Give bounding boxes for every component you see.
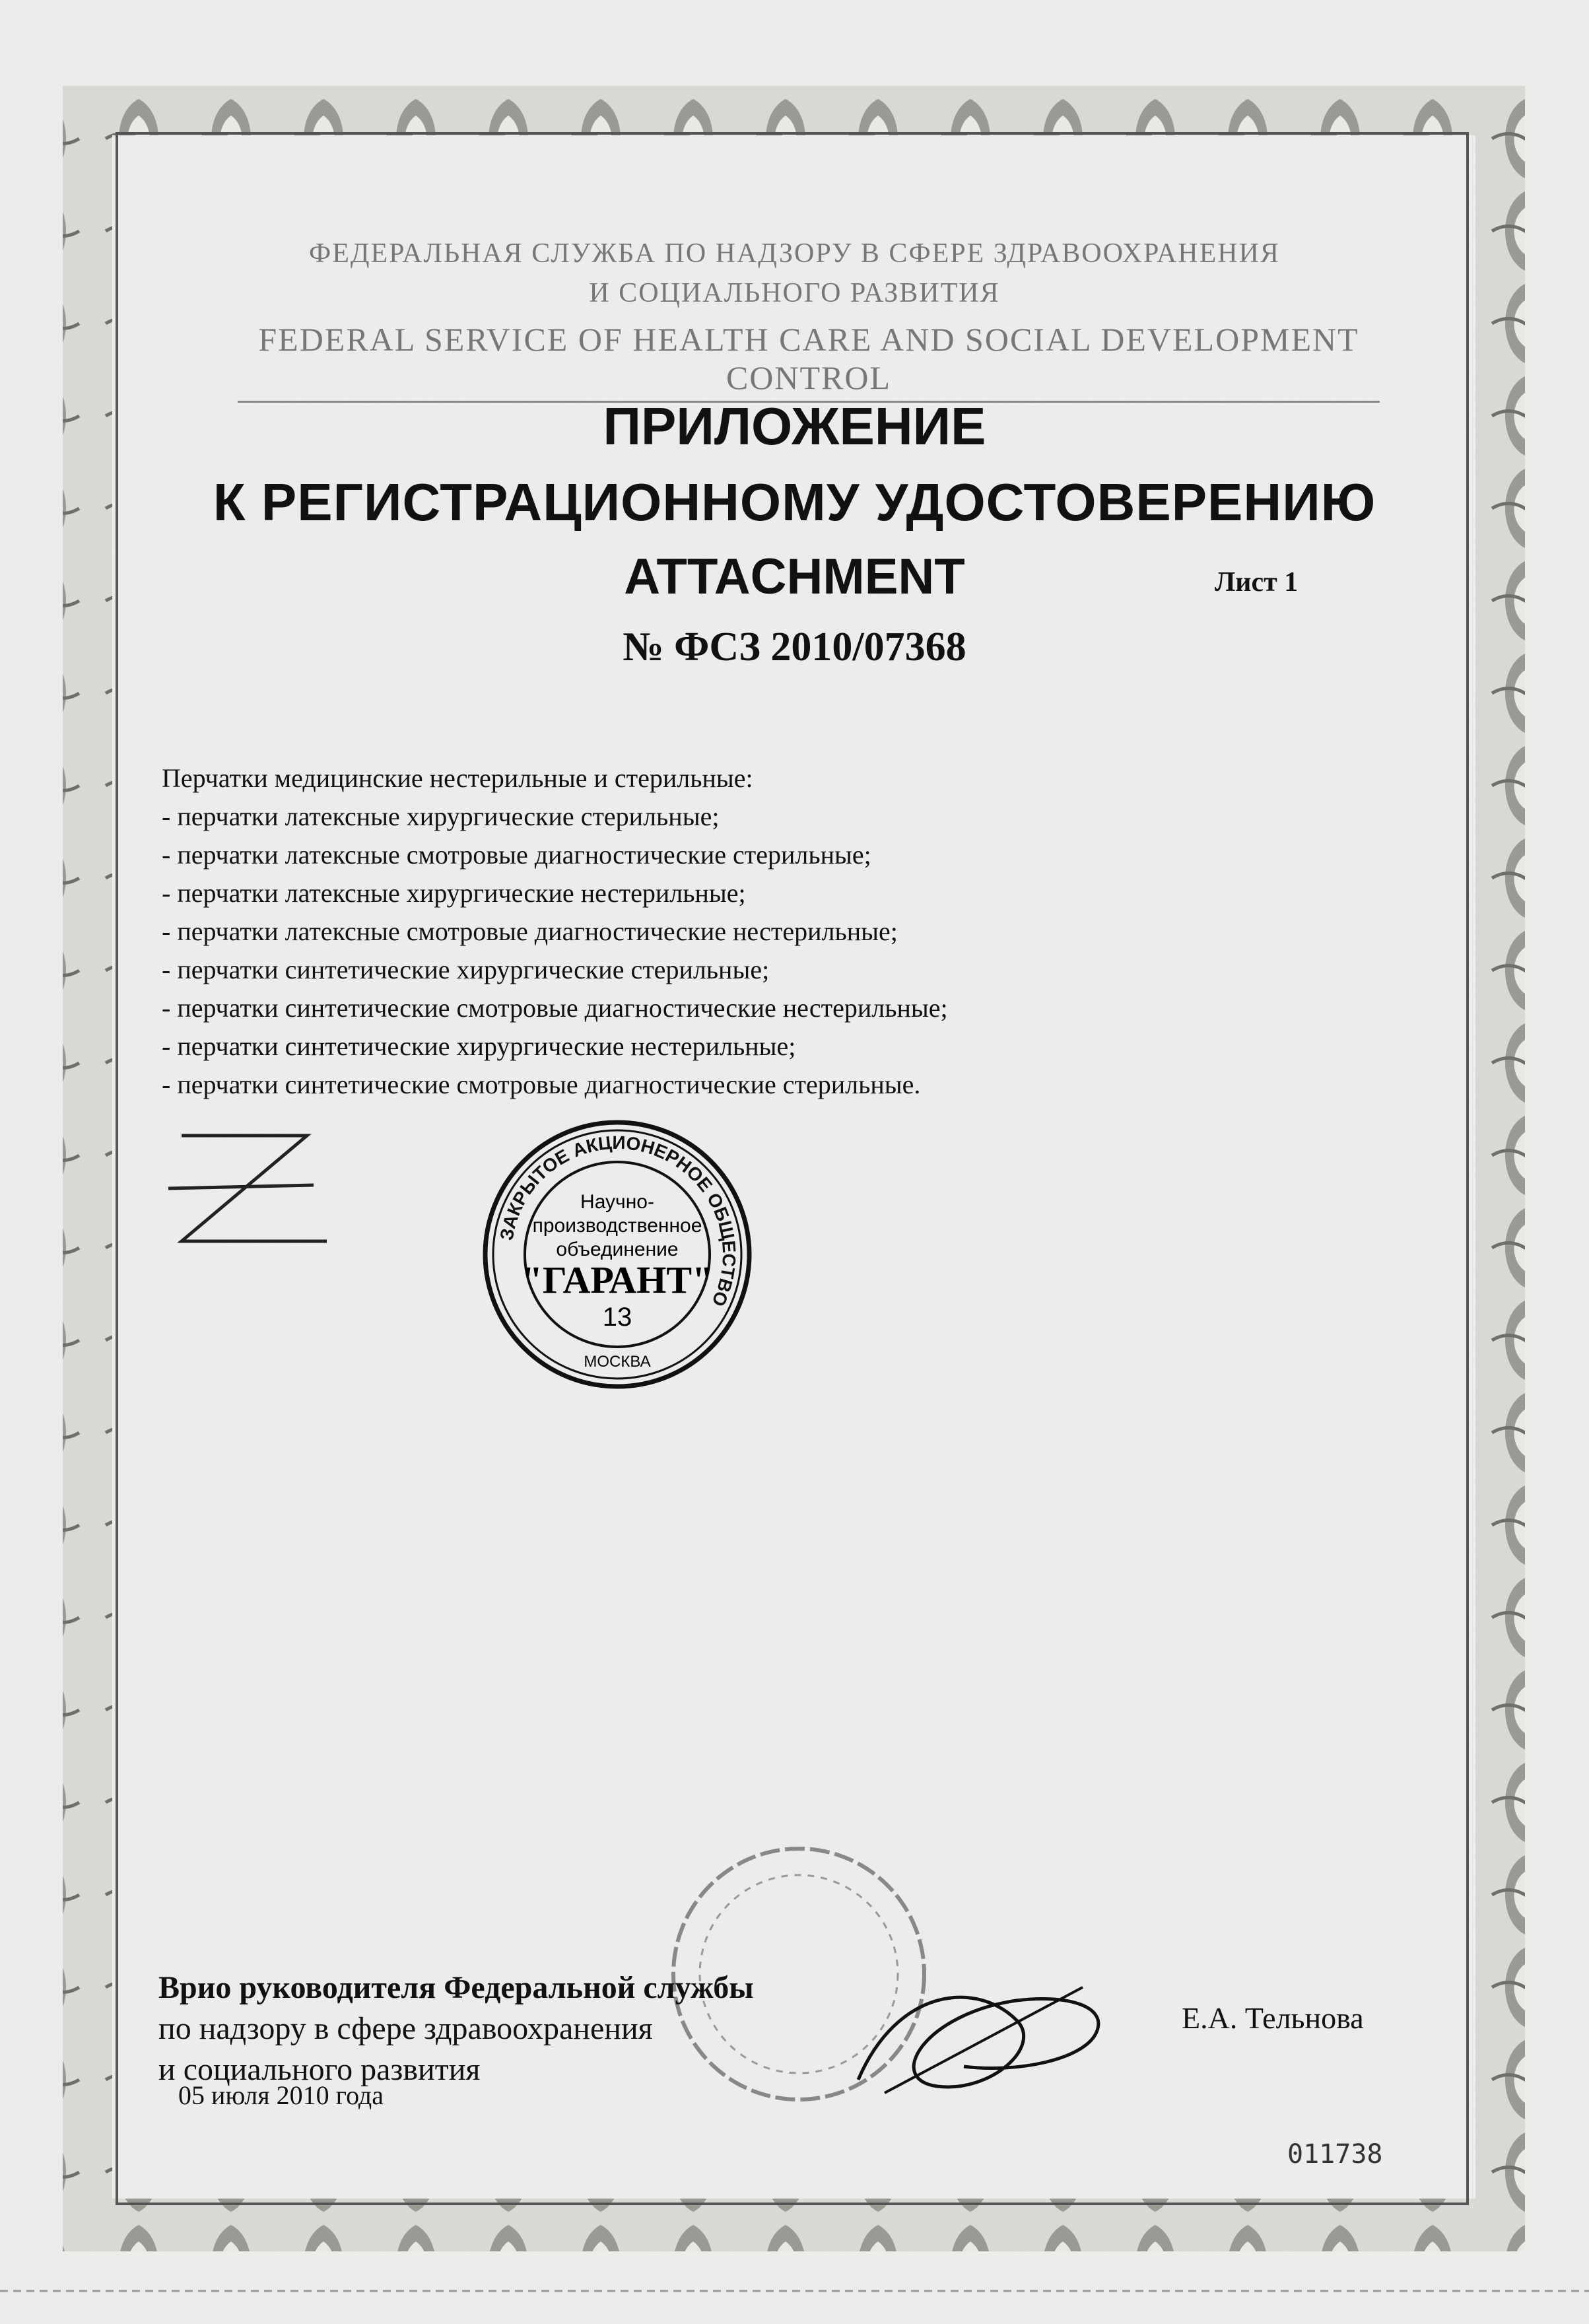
seal-line2: производственное: [532, 1215, 702, 1237]
list-item: - перчатки латексные смотровые диагностические нестерильные;: [162, 916, 898, 946]
agency-en: FEDERAL SERVICE OF HEALTH CARE AND SOCIAL DEVELOPMENT CONTROL: [238, 320, 1380, 403]
list-item: - перчатки синтетические хирургические нестерильные;: [162, 1031, 796, 1061]
list-item: - перчатки латексные смотровые диагностические стерильные;: [162, 840, 871, 870]
list-item: - перчатки синтетические смотровые диагностические стерильные.: [162, 1070, 921, 1099]
signer-name: Е.А. Тельнова: [1182, 2001, 1364, 2035]
list-item: - перчатки синтетические хирургические стерильные;: [162, 955, 770, 984]
ornament-bottom: [73, 2199, 1518, 2251]
issue-date: 05 июля 2010 года: [178, 2080, 384, 2110]
company-seal: [479, 1116, 756, 1393]
list-item: - перчатки синтетические смотровые диагностические нестерильные;: [162, 993, 948, 1023]
seal-line1: Научно-: [580, 1191, 654, 1213]
official-title: [158, 1967, 754, 2090]
seal-company-name: "ГАРАНТ": [521, 1258, 714, 1301]
seal-line3: объединение: [556, 1239, 679, 1260]
registration-number: № ФСЗ 2010/07368: [623, 625, 966, 669]
official-title-line3: и социального развития: [158, 2052, 481, 2087]
product-list: [162, 759, 948, 1104]
list-item: - перчатки латексные хирургические нестерильные;: [162, 878, 746, 908]
list-item: - перчатки латексные хирургические стерильные;: [162, 802, 720, 831]
seal-city: МОСКВА: [584, 1353, 651, 1371]
z-strikeout-mark: [162, 1122, 347, 1254]
ornament-top: [73, 86, 1518, 135]
form-serial-number: 011738: [1287, 2139, 1383, 2170]
seal-ring-text: ЗАКРЫТОЕ АКЦИОНЕРНОЕ ОБЩЕСТВО: [496, 1132, 740, 1310]
sheet-number: Лист 1: [1215, 567, 1299, 598]
official-title-line1: Врио руководителя Федеральной службы: [158, 1970, 754, 2005]
signature: [845, 1961, 1122, 2119]
title-attachment-en: ATTACHMENT: [624, 549, 965, 605]
title-attachment-ru: ПРИЛОЖЕНИЕ: [603, 397, 986, 456]
official-title-line2: по надзору в сфере здравоохранения: [158, 2011, 653, 2046]
agency-ru-line1: ФЕДЕРАЛЬНАЯ СЛУЖБА ПО НАДЗОРУ В СФЕРЕ ЗДРАВООХРАНЕНИЯ: [309, 238, 1280, 269]
seal-number: 13: [602, 1303, 632, 1332]
title-certificate-ru: К РЕГИСТРАЦИОННОМУ УДОСТОВЕРЕНИЮ: [213, 473, 1376, 531]
agency-ru-line2: И СОЦИАЛЬНОГО РАЗВИТИЯ: [589, 278, 1000, 308]
list-item: Перчатки медицинские нестерильные и стерильные:: [162, 763, 753, 793]
